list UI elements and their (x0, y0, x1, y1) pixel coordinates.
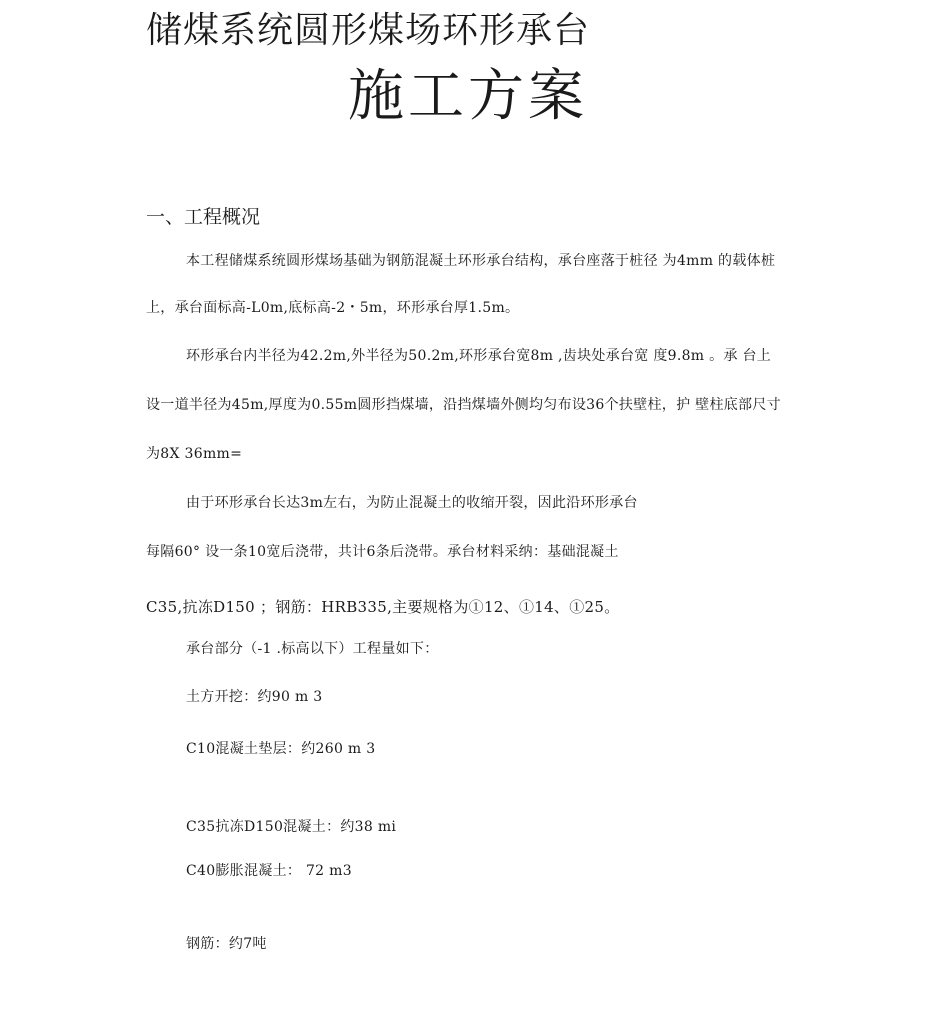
paragraph-line: 设一道半径为45m,厚度为0.55m圆形挡煤墙，沿挡煤墙外侧均匀布设36个扶壁柱，护 壁柱底部尺寸 (146, 397, 781, 413)
paragraph-line: 由于环形承台长达3m左右，为防止混凝土的收缩开裂，因此沿环形承台 (186, 495, 638, 511)
quantity-item: C40膨胀混凝土： 72 m3 (186, 863, 352, 879)
paragraph-line: 环形承台内半径为42.2m,外半径为50.2m,环形承台宽8m ,齿块处承台宽 度9.8m 。承 台上 (186, 348, 772, 364)
quantity-item: C35抗冻D150混凝土：约38 mi (186, 819, 397, 835)
quantity-item: 钢筋：约7吨 (186, 936, 267, 952)
document-title-line1: 储煤系统圆形煤场环形承台 (146, 10, 591, 51)
quantity-item: 土方开挖：约90 m 3 (186, 689, 323, 705)
paragraph-line: 上，承台面标高-L0m,底标高-2・5m，环形承台厚1.5m。 (146, 300, 520, 316)
section-heading: 一、工程概况 (146, 206, 261, 228)
quantity-item: C10混凝土垫层：约260 m 3 (186, 741, 376, 757)
paragraph-line: 本工程储煤系统圆形煤场基础为钢筋混凝土环形承台结构，承台座落于桩径 为4mm 的载体桩 (186, 253, 776, 269)
paragraph-line: 为8X 36mm= (146, 446, 243, 462)
paragraph-line: 每隔60° 设一条10宽后浇带，共计6条后浇带。承台材料采纳：基础混凝土 (146, 544, 619, 560)
document-title-line2: 施工方案 (348, 64, 588, 129)
paragraph-line: 承台部分（-1 .标高以下）工程量如下： (186, 641, 439, 657)
paragraph-line: C35,抗冻D150 ；钢筋：HRB335,主要规格为①12、①14、①25。 (146, 598, 620, 616)
